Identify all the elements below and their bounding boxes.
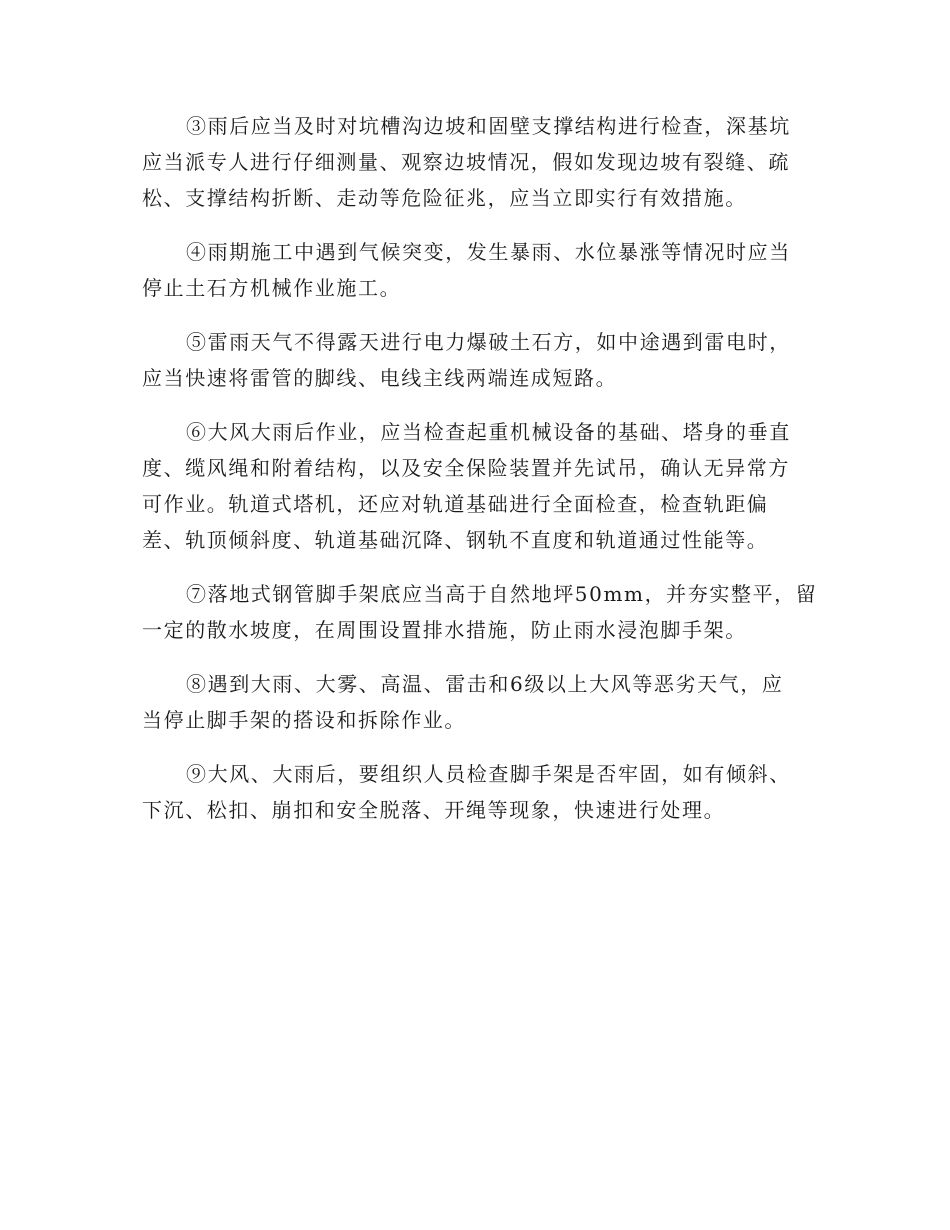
- paragraph-5: [142, 324, 807, 396]
- paragraph-8: [142, 666, 807, 738]
- paragraph-line: 当停止脚手架的搭设和拆除作业。: [142, 708, 466, 732]
- paragraph-3: [142, 108, 807, 216]
- paragraph-line: 差、轨顶倾斜度、轨道基础沉降、钢轨不直度和轨道通过性能等。: [142, 528, 769, 552]
- paragraph-line: ⑧遇到大雨、大雾、高温、雷击和6级以上大风等恶劣天气，应: [186, 672, 784, 696]
- paragraph-line: 停止土石方机械作业施工。: [142, 276, 402, 300]
- paragraph-6: [142, 414, 807, 558]
- paragraph-line: ⑨大风、大雨后，要组织人员检查脚手架是否牢固，如有倾斜、: [186, 762, 791, 786]
- paragraph-line: ③雨后应当及时对坑槽沟边坡和固壁支撑结构进行检查，深基坑: [186, 114, 791, 138]
- paragraph-line: ④雨期施工中遇到气候突变，发生暴雨、水位暴涨等情况时应当: [186, 240, 791, 264]
- paragraph-7: [142, 576, 818, 648]
- paragraph-4: [142, 234, 807, 306]
- paragraph-line: 松、支撑结构折断、走动等危险征兆，应当立即实行有效措施。: [142, 186, 747, 210]
- paragraph-line: ⑦落地式钢管脚手架底应当高于自然地坪50mm，并夯实整平，留: [186, 582, 818, 606]
- document-body: [142, 108, 818, 846]
- paragraph-line: 可作业。轨道式塔机，还应对轨道基础进行全面检查，检查轨距偏: [142, 492, 769, 516]
- paragraph-line: 下沉、松扣、崩扣和安全脱落、开绳等现象，快速进行处理。: [142, 798, 726, 822]
- paragraph-line: 度、缆风绳和附着结构，以及安全保险装置并先试吊，确认无异常方: [142, 456, 790, 480]
- paragraph-line: 应当派专人进行仔细测量、观察边坡情况，假如发现边坡有裂缝、疏: [142, 150, 790, 174]
- paragraph-line: 应当快速将雷管的脚线、电线主线两端连成短路。: [142, 366, 618, 390]
- paragraph-line: ⑤雷雨天气不得露天进行电力爆破土石方，如中途遇到雷电时，: [186, 330, 791, 354]
- paragraph-line: ⑥大风大雨后作业，应当检查起重机械设备的基础、塔身的垂直: [186, 420, 791, 444]
- paragraph-line: 一定的散水坡度，在周围设置排水措施，防止雨水浸泡脚手架。: [142, 618, 747, 642]
- paragraph-9: [142, 756, 807, 828]
